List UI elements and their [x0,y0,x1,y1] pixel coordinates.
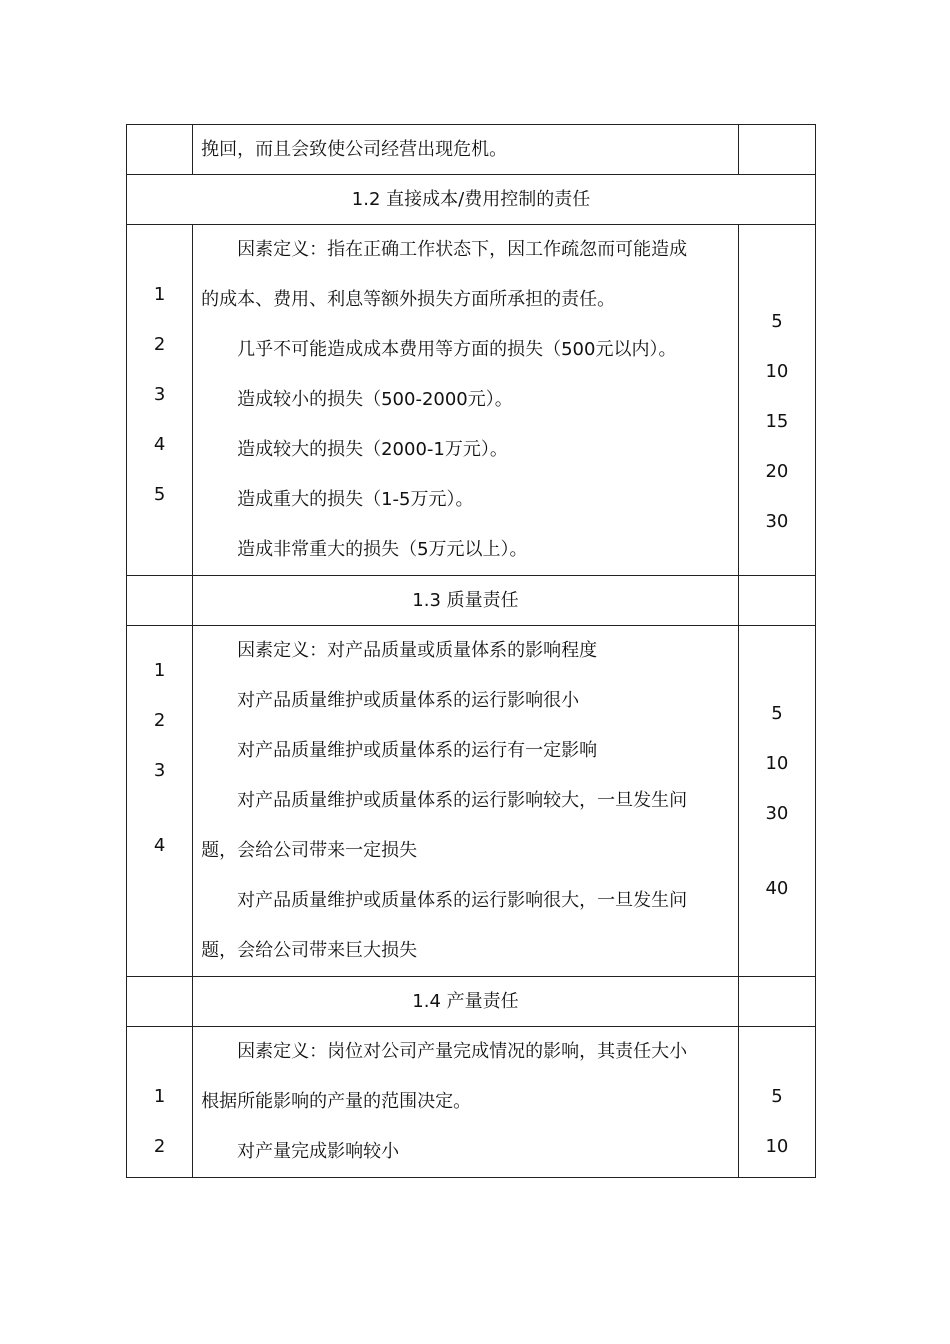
text-line: 根据所能影响的产量的范围决定。 [201,1091,472,1112]
score-cell [738,977,815,1027]
level-number: 1 [153,660,166,681]
text-line: 因素定义：岗位对公司产量完成情况的影响，其责任大小 [237,1041,688,1062]
level-number: 2 [153,710,166,731]
score-cell [738,125,815,175]
text-line: 造成非常重大的损失（5万元以上）。 [237,539,528,560]
text-line: 造成较大的损失（2000-1万元）。 [237,439,508,460]
text-line: 对产品质量维护或质量体系的运行影响很大，一旦发生问 [237,890,688,911]
text-line: 对产品质量维护或质量体系的运行影响较大，一旦发生问 [237,790,688,811]
level-number: 2 [153,1136,166,1157]
score-cell [738,1027,815,1178]
level-cell [127,125,193,175]
table-row [127,1027,816,1178]
score-value: 30 [765,803,789,824]
level-cell [127,1027,193,1178]
score-value: 15 [765,411,789,432]
section-heading-row [127,977,816,1027]
definition-cell [193,225,739,576]
section-heading-row [127,576,816,626]
score-cell [738,626,815,977]
level-cell [127,576,193,626]
score-value: 40 [765,878,789,899]
level-number: 4 [153,835,166,856]
table-row [127,225,816,576]
score-value: 10 [765,361,789,382]
continuation-text: 挽回，而且会致使公司经营出现危机。 [193,125,739,175]
score-cell [738,576,815,626]
section-heading: 1.3 质量责任 [193,576,739,626]
text-line: 对产量完成影响较小 [237,1141,400,1162]
level-number: 1 [153,1086,166,1107]
text-line: 造成重大的损失（1-5万元）。 [237,489,474,510]
level-cell [127,626,193,977]
level-cell [127,977,193,1027]
table-row [127,125,816,175]
text-line: 因素定义：指在正确工作状态下，因工作疏忽而可能造成 [237,239,688,260]
text-line: 对产品质量维护或质量体系的运行影响很小 [237,690,580,711]
text-line: 题，会给公司带来一定损失 [201,840,418,861]
text-line: 对产品质量维护或质量体系的运行有一定影响 [237,740,598,761]
score-cell [738,225,815,576]
level-number: 4 [153,434,166,455]
level-cell [127,225,193,576]
section-heading: 1.4 产量责任 [193,977,739,1027]
score-value: 30 [765,511,789,532]
definition-cell [193,626,739,977]
section-heading: 1.2 直接成本/费用控制的责任 [127,175,816,225]
score-value: 5 [771,1086,783,1107]
score-value: 5 [771,703,783,724]
score-value: 20 [765,461,789,482]
factor-table [126,124,816,1178]
level-number: 3 [153,384,166,405]
text-line: 造成较小的损失（500-2000元）。 [237,389,513,410]
section-heading-row [127,175,816,225]
level-number: 3 [153,760,166,781]
definition-cell [193,1027,739,1178]
level-number: 5 [153,484,166,505]
text-line: 的成本、费用、利息等额外损失方面所承担的责任。 [201,289,616,310]
text-line: 题，会给公司带来巨大损失 [201,940,418,961]
text-line: 因素定义：对产品质量或质量体系的影响程度 [237,640,598,661]
text-line: 几乎不可能造成成本费用等方面的损失（500元以内）。 [237,339,677,360]
score-value: 10 [765,1136,789,1157]
score-value: 5 [771,311,783,332]
level-number: 1 [153,284,166,305]
level-number: 2 [153,334,166,355]
table-row [127,626,816,977]
score-value: 10 [765,753,789,774]
